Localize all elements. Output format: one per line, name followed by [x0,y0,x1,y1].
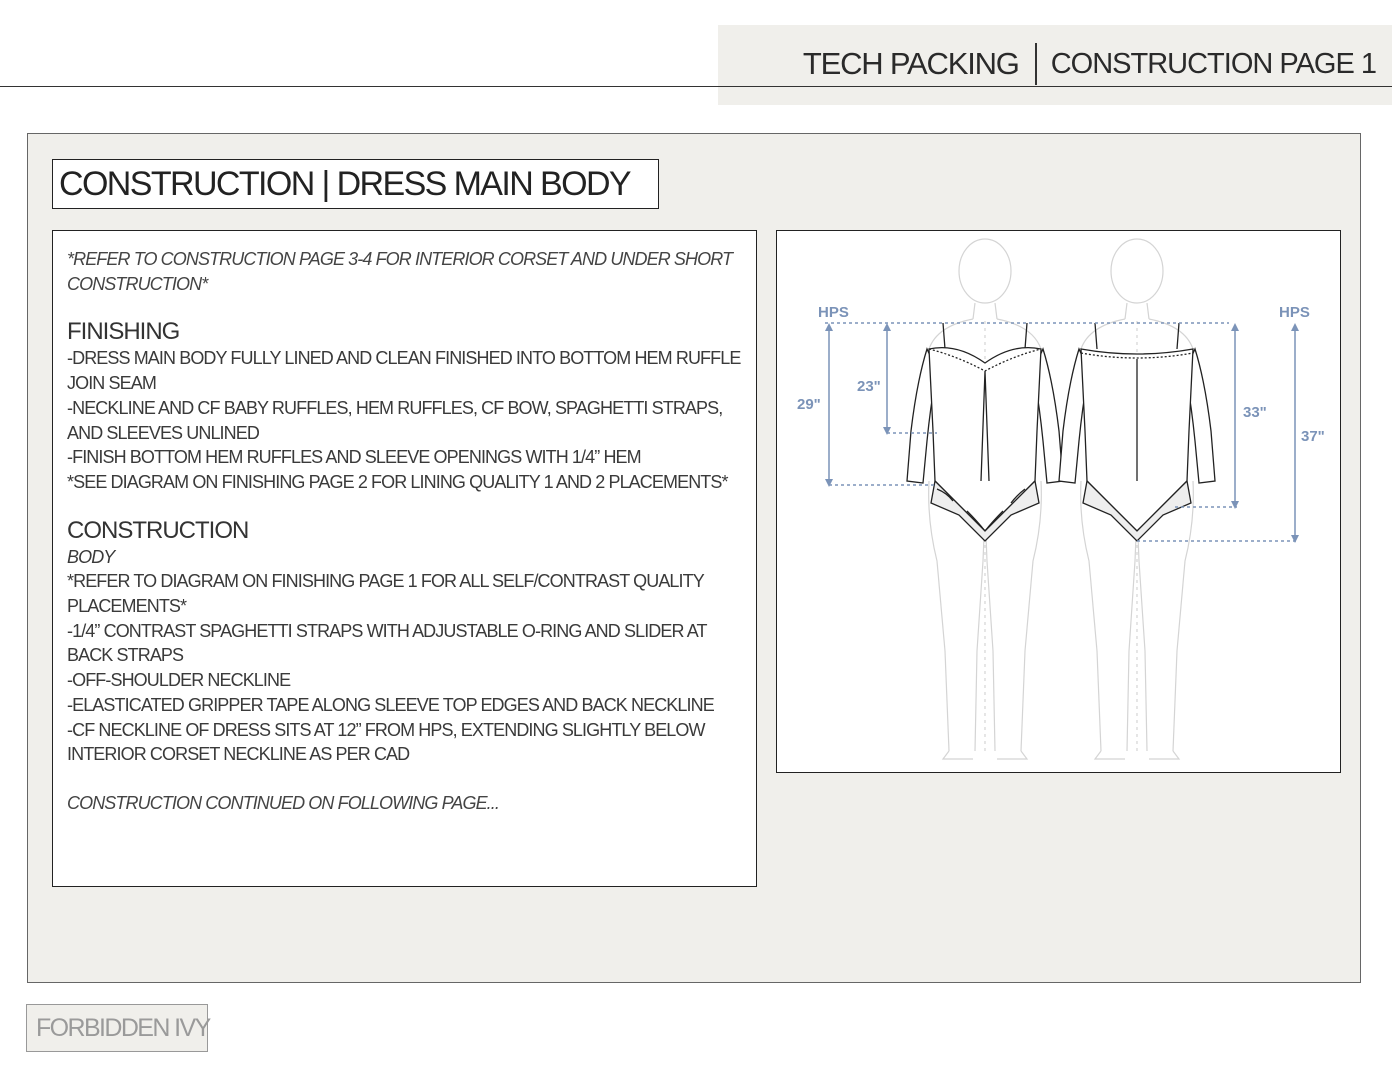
construction-line: -1/4” CONTRAST SPAGHETTI STRAPS WITH ADJUSTABLE O-RING AND SLIDER AT BACK STRAPS [67,620,707,666]
finishing-line: -NECKLINE AND CF BABY RUFFLES, HEM RUFFLES, CF BOW, SPAGHETTI STRAPS, AND SLEEVES UNLINED [67,397,723,443]
finishing-line: *SEE DIAGRAM ON FINISHING PAGE 2 FOR LINING QUALITY 1 AND 2 PLACEMENTS* [67,471,728,492]
finishing-line: -FINISH BOTTOM HEM RUFFLES AND SLEEVE OPENINGS WITH 1/4” HEM [67,447,641,468]
page-header [803,42,1376,86]
back-measure-33: 33" [1243,404,1267,421]
finishing-heading: FINISHING [67,318,180,346]
back-hps-label: HPS [1279,304,1310,321]
header-subtitle: CONSTRUCTION PAGE 1 [1050,47,1376,80]
front-hps-label: HPS [818,304,849,321]
garment-diagram [776,230,1341,773]
construction-line: -CF NECKLINE OF DRESS SITS AT 12” FROM HPS, EXTENDING SLIGHTLY BELOW INTERIOR CORSET NECKLINE AS PER CAD [67,719,705,765]
construction-heading: CONSTRUCTION [67,516,249,544]
brand-logo: FORBIDDEN IVY [26,1004,208,1052]
construction-line: -OFF-SHOULDER NECKLINE [67,670,291,691]
section-title: CONSTRUCTION | DRESS MAIN BODY [52,159,659,209]
measurement-arrows [825,323,1299,543]
header-divider [1035,43,1037,85]
flat-sketch [777,231,1342,774]
intro-note: *REFER TO CONSTRUCTION PAGE 3-4 FOR INTERIOR CORSET AND UNDER SHORT CONSTRUCTION* [67,249,733,294]
header-rule [0,86,1392,87]
construction-line: *REFER TO DIAGRAM ON FINISHING PAGE 1 FOR ALL SELF/CONTRAST QUALITY PLACEMENTS* [67,571,704,617]
construction-notes [52,230,757,887]
front-garment [907,323,1063,541]
measurement-lines [825,323,1297,541]
front-measure-29: 29" [797,396,821,413]
continued-note: CONSTRUCTION CONTINUED ON FOLLOWING PAGE... [67,792,499,813]
header-title: TECH PACKING [802,46,1019,81]
construction-line: -ELASTICATED GRIPPER TAPE ALONG SLEEVE TOP EDGES AND BACK NECKLINE [67,694,714,715]
finishing-line: -DRESS MAIN BODY FULLY LINED AND CLEAN FINISHED INTO BOTTOM HEM RUFFLE JOIN SEAM [67,348,741,394]
back-measure-37: 37" [1301,428,1325,445]
body-subheading: BODY [67,546,115,567]
front-measure-23: 23" [857,378,881,395]
back-garment [1059,323,1215,541]
